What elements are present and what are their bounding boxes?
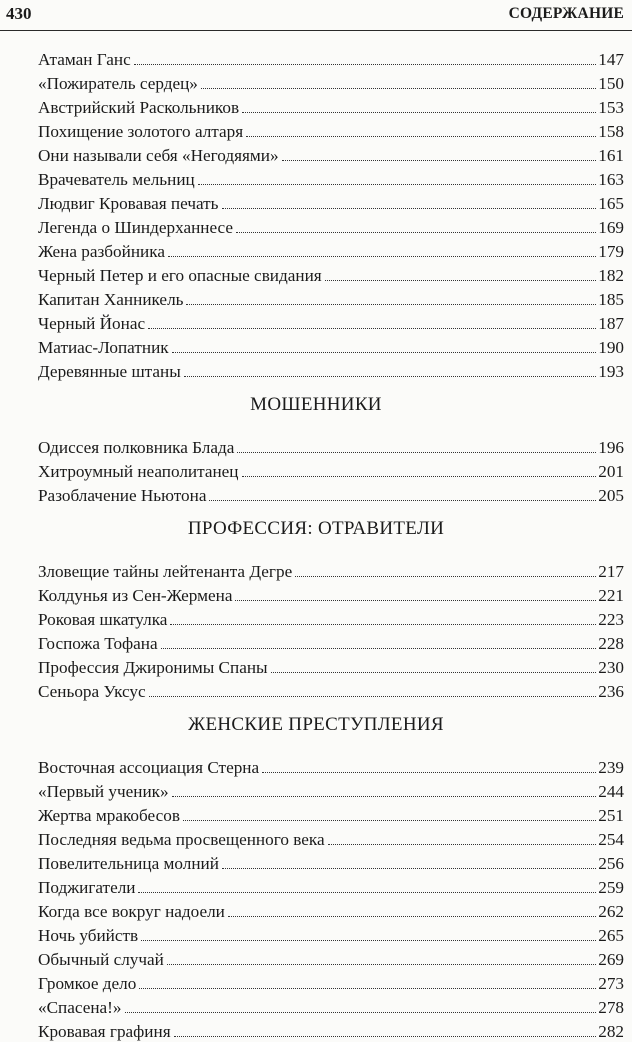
toc-entry-title: Матиас-Лопатник [38,338,169,357]
toc-entry-title: Хитроумный неаполитанец [38,462,239,481]
toc-entry-page: 223 [598,610,624,629]
toc-entry-title: Восточная ассоциация Стерна [38,758,260,777]
dot-leader [184,375,596,377]
toc-entry-page: 228 [598,634,624,653]
toc-entry-page: 205 [598,486,624,505]
dot-leader [149,695,597,697]
toc-entry-title: Кровавая графиня [38,1022,171,1041]
toc-entry [38,262,624,286]
section-heading: ЖЕНСКИЕ ПРЕСТУПЛЕНИЯ [188,714,444,735]
toc-entry-title: Повелительница молний [38,854,219,873]
toc-entry-title: Жена разбойника [38,242,165,261]
toc-entry [38,190,624,214]
dot-leader [242,475,597,477]
toc-entry-page: 254 [598,830,624,849]
toc-entry [38,214,624,238]
toc-entry-page: 147 [598,50,624,69]
toc-entry-page: 187 [598,314,624,333]
toc-entry [38,754,624,778]
toc-entry-title: Профессия Джиронимы Спаны [38,658,268,677]
toc-entry [38,874,624,898]
toc-entry-page: 239 [598,758,624,777]
toc-entry-page: 273 [598,974,624,993]
toc-entry [38,310,624,334]
dot-leader [168,255,596,257]
toc-entry-page: 256 [598,854,624,873]
toc-entry-title: Сеньора Уксус [38,682,146,701]
toc-entry-title: «Пожиратель сердец» [38,74,198,93]
toc-entry-page: 185 [598,290,624,309]
dot-leader [246,135,596,137]
toc-entry-title: Легенда о Шиндерханнесе [38,218,233,237]
dot-leader [222,207,597,209]
toc-entry-title: Похищение золотого алтаря [38,122,244,141]
section-heading: ПРОФЕССИЯ: ОТРАВИТЕЛИ [187,518,445,539]
toc-entry-title: Ночь убийств [38,926,139,945]
toc-entry [38,946,624,970]
dot-leader [172,795,597,797]
toc-entry-page: 179 [598,242,624,261]
toc-entry-title: Капитан Ханникель [38,290,184,309]
dot-leader [139,987,596,989]
toc-entry-title: Роковая шкатулка [38,610,168,629]
dot-leader [186,303,596,305]
dot-leader [170,623,596,625]
toc-entry-title: Врачеватель мельниц [38,170,195,189]
toc-entry-title: Когда все вокруг надоели [38,902,225,921]
toc-entry [38,482,624,506]
toc-entry-title: Деревянные штаны [38,362,181,381]
dot-leader [282,159,597,161]
toc-entry [38,898,624,922]
toc-entry-title: Людвиг Кровавая печать [38,194,219,213]
dot-leader [295,575,596,577]
toc-entry-page: 169 [598,218,624,237]
dot-leader [125,1011,597,1013]
toc-entry [38,238,624,262]
toc-entry [38,458,624,482]
toc-entry [38,970,624,994]
dot-leader [172,351,597,353]
dot-leader [198,183,597,185]
toc-entry [38,654,624,678]
toc-entry-page: 282 [598,1022,624,1041]
toc-entry [38,630,624,654]
section-heading: МОШЕННИКИ [250,394,382,415]
toc-entry [38,678,624,702]
toc-entry-title: Одиссея полковника Блада [38,438,235,457]
toc-entry-page: 230 [598,658,624,677]
dot-leader [174,1035,597,1037]
toc-entry-title: Обычный случай [38,950,164,969]
running-title: СОДЕРЖАНИЕ [508,5,624,22]
toc-entry [38,778,624,802]
toc-entry [38,94,624,118]
dot-leader [325,279,597,281]
toc-entry-title: Громкое дело [38,974,137,993]
dot-leader [235,599,596,601]
dot-leader [167,963,596,965]
toc-entry [38,142,624,166]
dot-leader [222,867,596,869]
toc-entry-page: 163 [598,170,624,189]
dot-leader [148,327,596,329]
dot-leader [134,63,596,65]
toc-entry-title: Жертва мракобесов [38,806,180,825]
toc-entry-page: 158 [598,122,624,141]
toc-entry-title: Последняя ведьма просвещенного века [38,830,325,849]
toc-entry-page: 165 [598,194,624,213]
dot-leader [141,939,596,941]
dot-leader [183,819,596,821]
toc-entry-page: 221 [598,586,624,605]
dot-leader [236,231,596,233]
toc-entry [38,558,624,582]
toc-entry-title: «Спасена!» [38,998,122,1017]
toc-entry [38,46,624,70]
toc-entry-page: 278 [598,998,624,1017]
toc-entry [38,582,624,606]
dot-leader [237,451,596,453]
toc-entry-page: 161 [598,146,624,165]
toc-entry-page: 153 [598,98,624,117]
dot-leader [201,87,596,89]
toc-entry-page: 244 [598,782,624,801]
toc-entry [38,606,624,630]
toc-entry-title: Колдунья из Сен-Жермена [38,586,233,605]
toc-entry-page: 193 [598,362,624,381]
toc-entry-page: 269 [598,950,624,969]
toc-entry-title: Они называли себя «Негодяями» [38,146,279,165]
toc-entry-page: 201 [598,462,624,481]
toc-entry [38,802,624,826]
page-header [0,0,632,31]
toc-entry-title: Зловещие тайны лейтенанта Дегре [38,562,293,581]
toc-entry-title: «Первый ученик» [38,782,169,801]
toc-entry-title: Госпожа Тофана [38,634,158,653]
toc-entry [38,166,624,190]
toc-entry-page: 150 [598,74,624,93]
toc-entry-title: Разоблачение Ньютона [38,486,207,505]
dot-leader [271,671,597,673]
dot-leader [209,499,596,501]
toc-entry-page: 196 [598,438,624,457]
toc-entry-page: 217 [598,562,624,581]
toc-entry-title: Атаман Ганс [38,50,131,69]
toc-entry [38,994,624,1018]
toc-entry-title: Австрийский Раскольников [38,98,240,117]
dot-leader [228,915,596,917]
toc-entry-page: 190 [598,338,624,357]
dot-leader [242,111,596,113]
toc-entry [38,434,624,458]
toc-entry-title: Черный Йонас [38,314,146,333]
page-number: 430 [6,4,32,23]
toc-entry-page: 259 [598,878,624,897]
toc-entry [38,826,624,850]
toc-entry [38,118,624,142]
toc-entry-page: 236 [598,682,624,701]
toc-entry [38,286,624,310]
toc-entry [38,70,624,94]
toc-entry-title: Черный Петер и его опасные свидания [38,266,322,285]
toc-entry-title: Поджигатели [38,878,136,897]
toc-entry-page: 182 [598,266,624,285]
dot-leader [161,647,597,649]
dot-leader [262,771,596,773]
toc-entry-page: 262 [598,902,624,921]
dot-leader [328,843,597,845]
toc-entry [38,1018,624,1042]
toc-entry [38,922,624,946]
toc-entry-page: 265 [598,926,624,945]
toc-entry [38,850,624,874]
dot-leader [138,891,596,893]
toc-entry [38,334,624,358]
toc-entry [38,358,624,382]
toc-entry-page: 251 [598,806,624,825]
